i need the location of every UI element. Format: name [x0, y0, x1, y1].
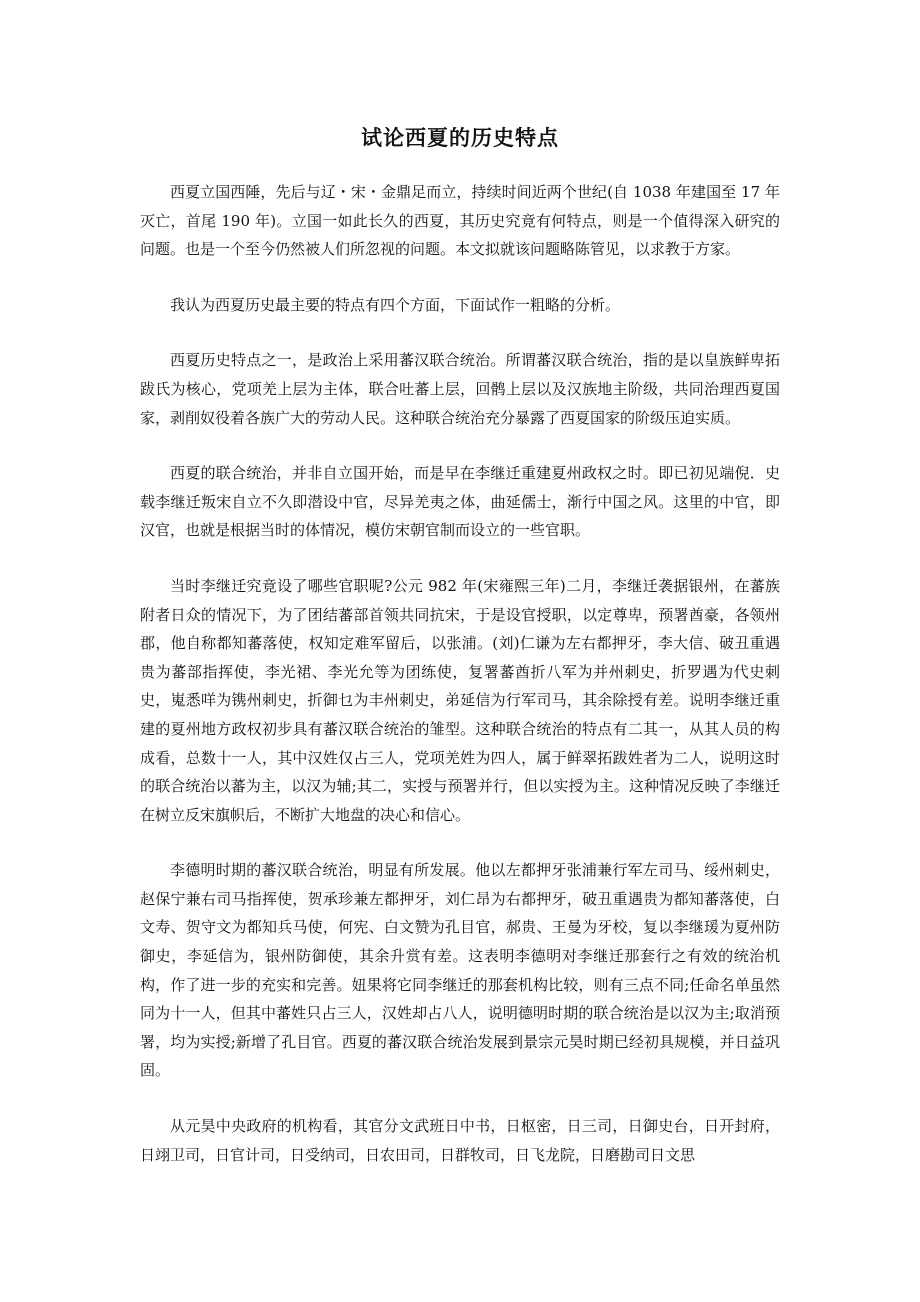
paragraph: 当时李继迁究竟设了哪些官职呢?公元 982 年(宋雍熙三年)二月，李继迁袭据银州，在蕃族附者日众的情况下，为了团结蕃部首领共同抗宋，于是设官授职，以定尊卑，预署酋豪，各领州郡，他自称都知蕃落使，权知定难军留后，以张浦。(刘)仁谦为左右都押牙，李大信、破丑重遇贵为蕃部指挥使，李光裙、李光允等为团练使，复署蕃酋折八军为并州刺史，折罗遇为代史刺史，嵬悉咩为镌州刺史，折御乜为丰州刺史，弟延信为行军司马，其余除授有差。说明李继迁重建的夏州地方政权初步具有蕃汉联合统治的雏型。这种联合统治的特点有二其一，从其人员的构成看，总数十一人，其中汉姓仅占三人，党项羌姓为四人，属于鲜翠拓跋姓者为二人，说明这时的联合统治以蕃为主，以汉为辅;其二，实授与预署并行，但以实授为主。这种情况反映了李继迁在树立反宋旗帜后，不断扩大地盘的决心和信心。 — [140, 576, 780, 824]
document-title: 试论西夏的历史特点 — [361, 125, 559, 150]
paragraph: 西夏立国西陲，先后与辽・宋・金鼎足而立，持续时间近两个世纪(自 1038 年建国至 17 年灭亡，首尾 190 年)。立国一如此长久的西夏，其历史究竟有何特点，则是一个值得深入研究的问题。也是一个至今仍然被人们所忽视的问题。本文拟就该问题略陈管见，以求教于方家。 — [140, 183, 780, 259]
paragraph: 西夏历史特点之一，是政治上采用蕃汉联合统治。所谓蕃汉联合统治，指的是以皇族鲜卑拓跋氏为核心，党项羌上层为主体，联合吐蕃上层，回鹘上层以及汉族地主阶级，共同治理西夏国家，剥削奴役着各族广大的劳动人民。这种联合统治充分暴露了西夏国家的阶级压迫实质。 — [140, 351, 780, 427]
document-body — [140, 178, 780, 1196]
paragraph: 我认为西夏历史最主要的特点有四个方面，下面试作一粗略的分析。 — [170, 295, 621, 314]
paragraph: 李德明时期的蕃汉联合统治，明显有所发展。他以左都押牙张浦兼行军左司马、绥州刺史，赵保宁兼右司马指挥使，贺承珍兼左都押牙，刘仁昂为右都押牙，破丑重遇贵为都知蕃落使，白文寿、贺守文为都知兵马使，何宪、白文赞为孔目官，郝贵、王曼为牙校，复以李继瑗为夏州防御史，李延信为，银州防御使，其余升赏有差。这表明李德明对李继迁那套行之有效的统治机构，作了进一步的充实和完善。妞果将它同李继迁的那套机构比较，则有三点不同;任命名单虽然同为十一人，但其中蕃姓只占三人，汉姓却占八人，说明德明时期的联合统治是以汉为主;取消预署，均为实授;新增了孔目官。西夏的蕃汉联合统治发展到景宗元昊时期已经初具规模，并日益巩固。 — [140, 861, 780, 1080]
paragraph: 从元昊中央政府的机构看，其官分文武班日中书，日枢密，日三司，日御史台，日开封府，日翊卫司，日官计司，日受纳司，日农田司，日群牧司，日飞龙院，日磨勘司日文思 — [140, 1117, 780, 1164]
paragraph: 西夏的联合统治，并非自立国开始，而是早在李继迁重建夏州政权之时。即已初见端倪．史载李继迁叛宋自立不久即潜设中官，尽异羌夷之体，曲延儒士，渐行中国之风。这里的中官，即汉官，也就是根据当时的体情况，模仿宋朝官制而设立的一些官职。 — [140, 464, 780, 540]
